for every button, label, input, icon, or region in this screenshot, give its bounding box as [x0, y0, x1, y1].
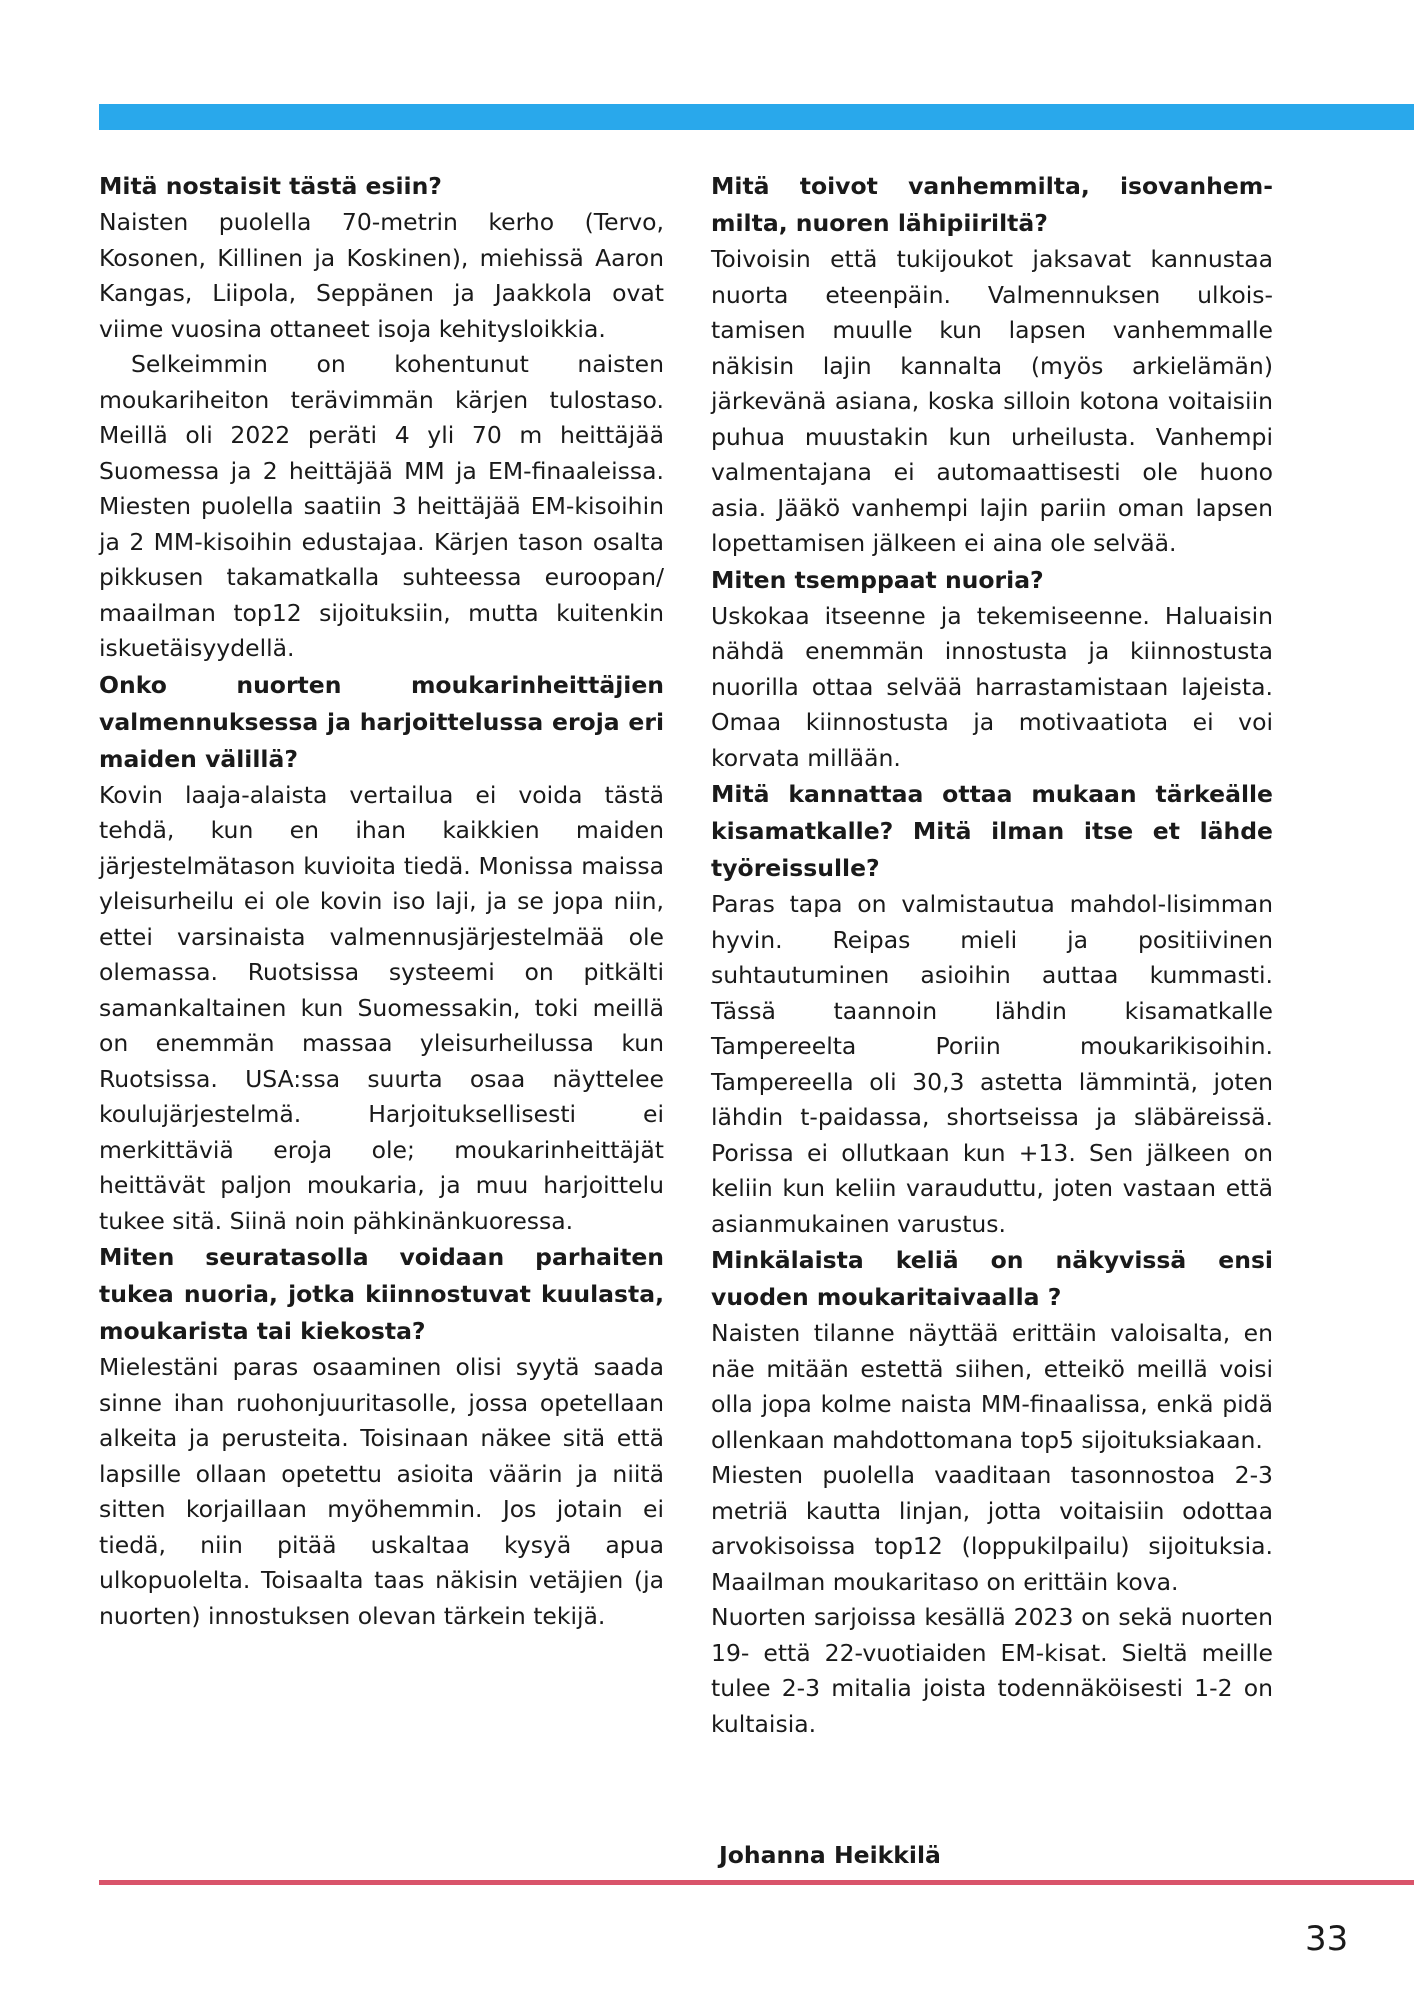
- question-heading: Mitä nostaisit tästä esiin?: [99, 172, 442, 200]
- top-accent-bar: [99, 104, 1414, 130]
- answer-paragraph: Toivoisin että tukijoukot jaksavat kannustaa nuorta eteenpäin. Valmennuksen ulkois-tamisen muulle kun lapsen vanhemmalle näkisin lajin kannalta (myös arkielämän) järkevänä asiana, koska silloin kotona voitaisiin puhua muustakin kun urheilusta. Vanhempi valmentajana ei automaattisesti ole huono asia. Jääkö vanhempi lajin pariin oman lapsen lopettamisen jälkeen ei aina ole selvää.: [711, 245, 1273, 557]
- page-number: 33: [1305, 1919, 1349, 1959]
- question-heading: Minkälaista keliä on näkyvissä ensi vuoden moukaritaivaalla ?: [711, 1246, 1273, 1311]
- answer-paragraph: Selkeimmin on kohentunut naisten moukariheiton terävimmän kärjen tulostaso. Meillä oli 2022 peräti 4 yli 70 m heittäjää Suomessa ja 2 heittäjää MM ja EM-finaaleissa. Miesten puolella saatiin 3 heittäjää EM-kisoihin ja 2 MM-kisoihin edustajaa. Kärjen tason osalta pikkusen takamatkalla suhteessa euroopan/ maailman top12 sijoituksiin, mutta kuitenkin iskuetäisyydellä.: [99, 350, 664, 662]
- left-column: [99, 168, 664, 1634]
- question-heading: Mitä toivot vanhemmilta, isovanhem-milta, nuoren lähipiiriltä?: [711, 172, 1273, 237]
- question-heading: Onko nuorten moukarinheittäjien valmennuksessa ja harjoittelussa eroja eri maiden välillä?: [99, 670, 664, 773]
- question-heading: Miten seuratasolla voidaan parhaiten tukea nuoria, jotka kiinnostuvat kuulasta, moukarista tai kiekosta?: [99, 1243, 664, 1345]
- question-heading: Mitä kannattaa ottaa mukaan tärkeälle kisamatkalle? Mitä ilman itse et lähde työreissulle?: [711, 780, 1273, 882]
- question-heading: Miten tsemppaat nuoria?: [711, 565, 1044, 594]
- answer-paragraph: Paras tapa on valmistautua mahdol-lisimman hyvin. Reipas mieli ja positiivinen suhtautuminen asioihin auttaa kummasti. Tässä taannoin lähdin kisamatkalle Tampereelta Poriin moukarikisoihin. Tampereella oli 30,3 astetta lämmintä, joten lähdin t-paidassa, shortseissa ja släbäreissä. Porissa ei ollutkaan kun +13. Sen jälkeen on keliin kun keliin varauduttu, joten vastaan että asianmukainen varustus.: [711, 890, 1273, 1238]
- right-column: [711, 168, 1273, 1742]
- bottom-divider: [99, 1880, 1414, 1885]
- answer-paragraph: Mielestäni paras osaaminen olisi syytä saada sinne ihan ruohonjuuritasolle, jossa opetellaan alkeita ja perusteita. Toisinaan näkee sitä että lapsille ollaan opetettu asioita väärin ja niitä sitten korjaillaan myöhemmin. Jos jotain ei tiedä, niin pitää uskaltaa kysyä apua ulkopuolelta. Toisaalta taas näkisin vetäjien (ja nuorten) innostuksen olevan tärkein tekijä.: [99, 1353, 664, 1630]
- author-name: Johanna Heikkilä: [719, 1841, 941, 1869]
- answer-paragraph: Naisten puolella 70-metrin kerho (Tervo, Kosonen, Killinen ja Koskinen), miehissä Aaron Kangas, Liipola, Seppänen ja Jaakkola ovat viime vuosina ottaneet isoja kehitysloikkia.: [99, 208, 664, 343]
- answer-paragraph: Naisten tilanne näyttää erittäin valoisalta, en näe mitään estettä siihen, etteikö meillä voisi olla jopa kolme naista MM-finaalissa, enkä pidä ollenkaan mahdottomana top5 sijoituksiakaan.: [711, 1319, 1273, 1454]
- answer-paragraph: Nuorten sarjoissa kesällä 2023 on sekä nuorten 19- että 22-vuotiaiden EM-kisat. Sieltä meille tulee 2-3 mitalia joista todennäköisesti 1-2 on kultaisia.: [711, 1603, 1273, 1738]
- answer-paragraph: Kovin laaja-alaista vertailua ei voida tästä tehdä, kun en ihan kaikkien maiden järjestelmätason kuvioita tiedä. Monissa maissa yleisurheilu ei ole kovin iso laji, ja se jopa niin, ettei varsinaista valmennusjärjestelmää ole olemassa. Ruotsissa systeemi on pitkälti samankaltainen kun Suomessakin, toki meillä on enemmän massaa yleisurheilussa kun Ruotsissa. USA:ssa suurta osaa näyttelee koulujärjestelmä. Harjoituksellisesti ei merkittäviä eroja ole; moukarinheittäjät heittävät paljon moukaria, ja muu harjoittelu tukee sitä. Siinä noin pähkinänkuoressa.: [99, 780, 664, 1235]
- answer-paragraph: Uskokaa itseenne ja tekemiseenne. Haluaisin nähdä enemmän innostusta ja kiinnostusta nuorilla ottaa selvää harrastamistaan lajeista. Omaa kiinnostusta ja motivaatiota ei voi korvata millään.: [711, 601, 1273, 772]
- answer-paragraph: Miesten puolella vaaditaan tasonnostoa 2-3 metriä kautta linjan, jotta voitaisiin odottaa arvokisoissa top12 (loppukilpailu) sijoituksia. Maailman moukaritaso on erittäin kova.: [711, 1461, 1273, 1596]
